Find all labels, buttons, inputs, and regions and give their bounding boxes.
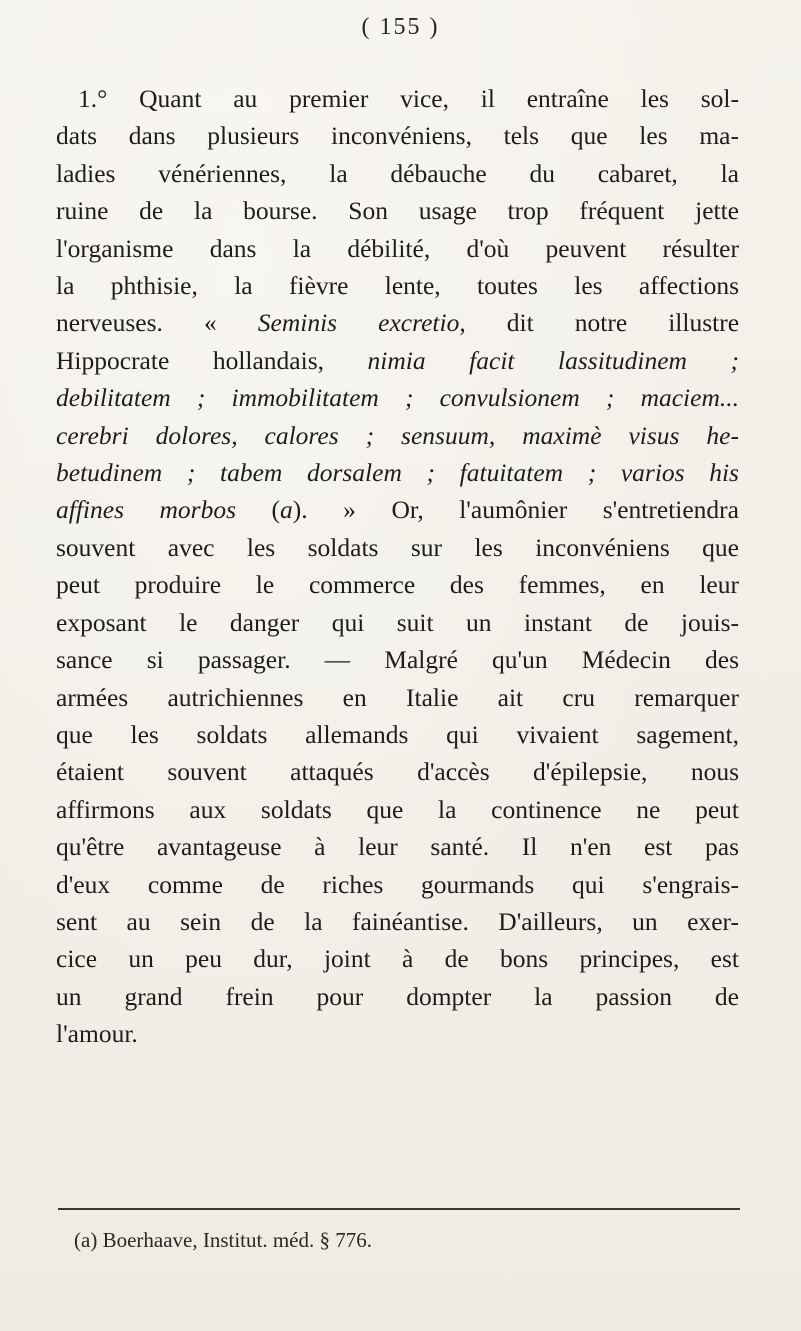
text-line: la phthisie, la fièvre lente, toutes les affections — [56, 271, 739, 301]
text-line: cice un peu dur, joint à de bons principes, est — [56, 944, 739, 974]
text-line: sance si passager. — Malgré qu'un Médecin des — [56, 645, 739, 675]
latin-quote-line: cerebri dolores, calores ; sensuum, maximè visus he- — [56, 420, 739, 450]
text-line: dats dans plusieurs inconvéniens, tels que les ma- — [56, 121, 739, 151]
latin-quote: affines morbos — [56, 495, 237, 525]
footnote-divider — [58, 1208, 740, 1210]
main-text — [56, 80, 739, 1053]
footnote-reference: a — [280, 495, 293, 525]
text-line: armées autrichiennes en Italie ait cru remarquer — [56, 682, 739, 712]
latin-quote-line: betudinem ; tabem dorsalem ; fatuitatem ; varios his — [56, 458, 739, 488]
text-line: nerveuses. « Seminis excretio, dit notre illustre — [56, 308, 740, 338]
page-number: ( 155 ) — [361, 14, 440, 40]
latin-quote: nimia facit lassitudinem ; — [367, 345, 739, 375]
text-line: que les soldats allemands qui vivaient sagement, — [56, 719, 739, 749]
text-line: l'amour. — [56, 1019, 138, 1049]
footnote-marker: (a) — [74, 1228, 98, 1252]
text-line: d'eux comme de riches gourmands qui s'engrais- — [56, 869, 739, 899]
latin-quote-line: debilitatem ; immobilitatem ; convulsionem ; maciem... — [56, 383, 739, 413]
text-line: affirmons aux soldats que la continence ne peut — [56, 794, 739, 824]
footnote-text: Boerhaave, Institut. méd. § 776. — [102, 1228, 373, 1252]
text-line: souvent avec les soldats sur les inconvéniens que — [56, 532, 739, 562]
text-line: sent au sein de la fainéantise. D'ailleurs, un exer- — [56, 906, 739, 936]
latin-quote: Seminis excretio — [257, 308, 460, 338]
text-line: ladies vénériennes, la débauche du cabaret, la — [56, 158, 739, 188]
text-line: exposant le danger qui suit un instant de jouis- — [56, 607, 739, 637]
footnote — [74, 1226, 734, 1254]
text-line: peut produire le commerce des femmes, en leur — [56, 570, 739, 600]
text-line: étaient souvent attaqués d'accès d'épilepsie, nous — [56, 757, 739, 787]
text-line: qu'être avantageuse à leur santé. Il n'en est pas — [56, 832, 739, 862]
text-line: affines morbos (a). » Or, l'aumônier s'entretiendra — [56, 495, 739, 525]
text-line: 1.° Quant au premier vice, il entraîne les sol- — [78, 84, 739, 113]
text-line: ruine de la bourse. Son usage trop fréquent jette — [56, 196, 739, 226]
text-line: l'organisme dans la débilité, d'où peuvent résulter — [56, 233, 739, 263]
text-line: un grand frein pour dompter la passion de — [56, 981, 739, 1011]
text-line: Hippocrate hollandais, nimia facit lassitudinem ; — [56, 345, 739, 375]
